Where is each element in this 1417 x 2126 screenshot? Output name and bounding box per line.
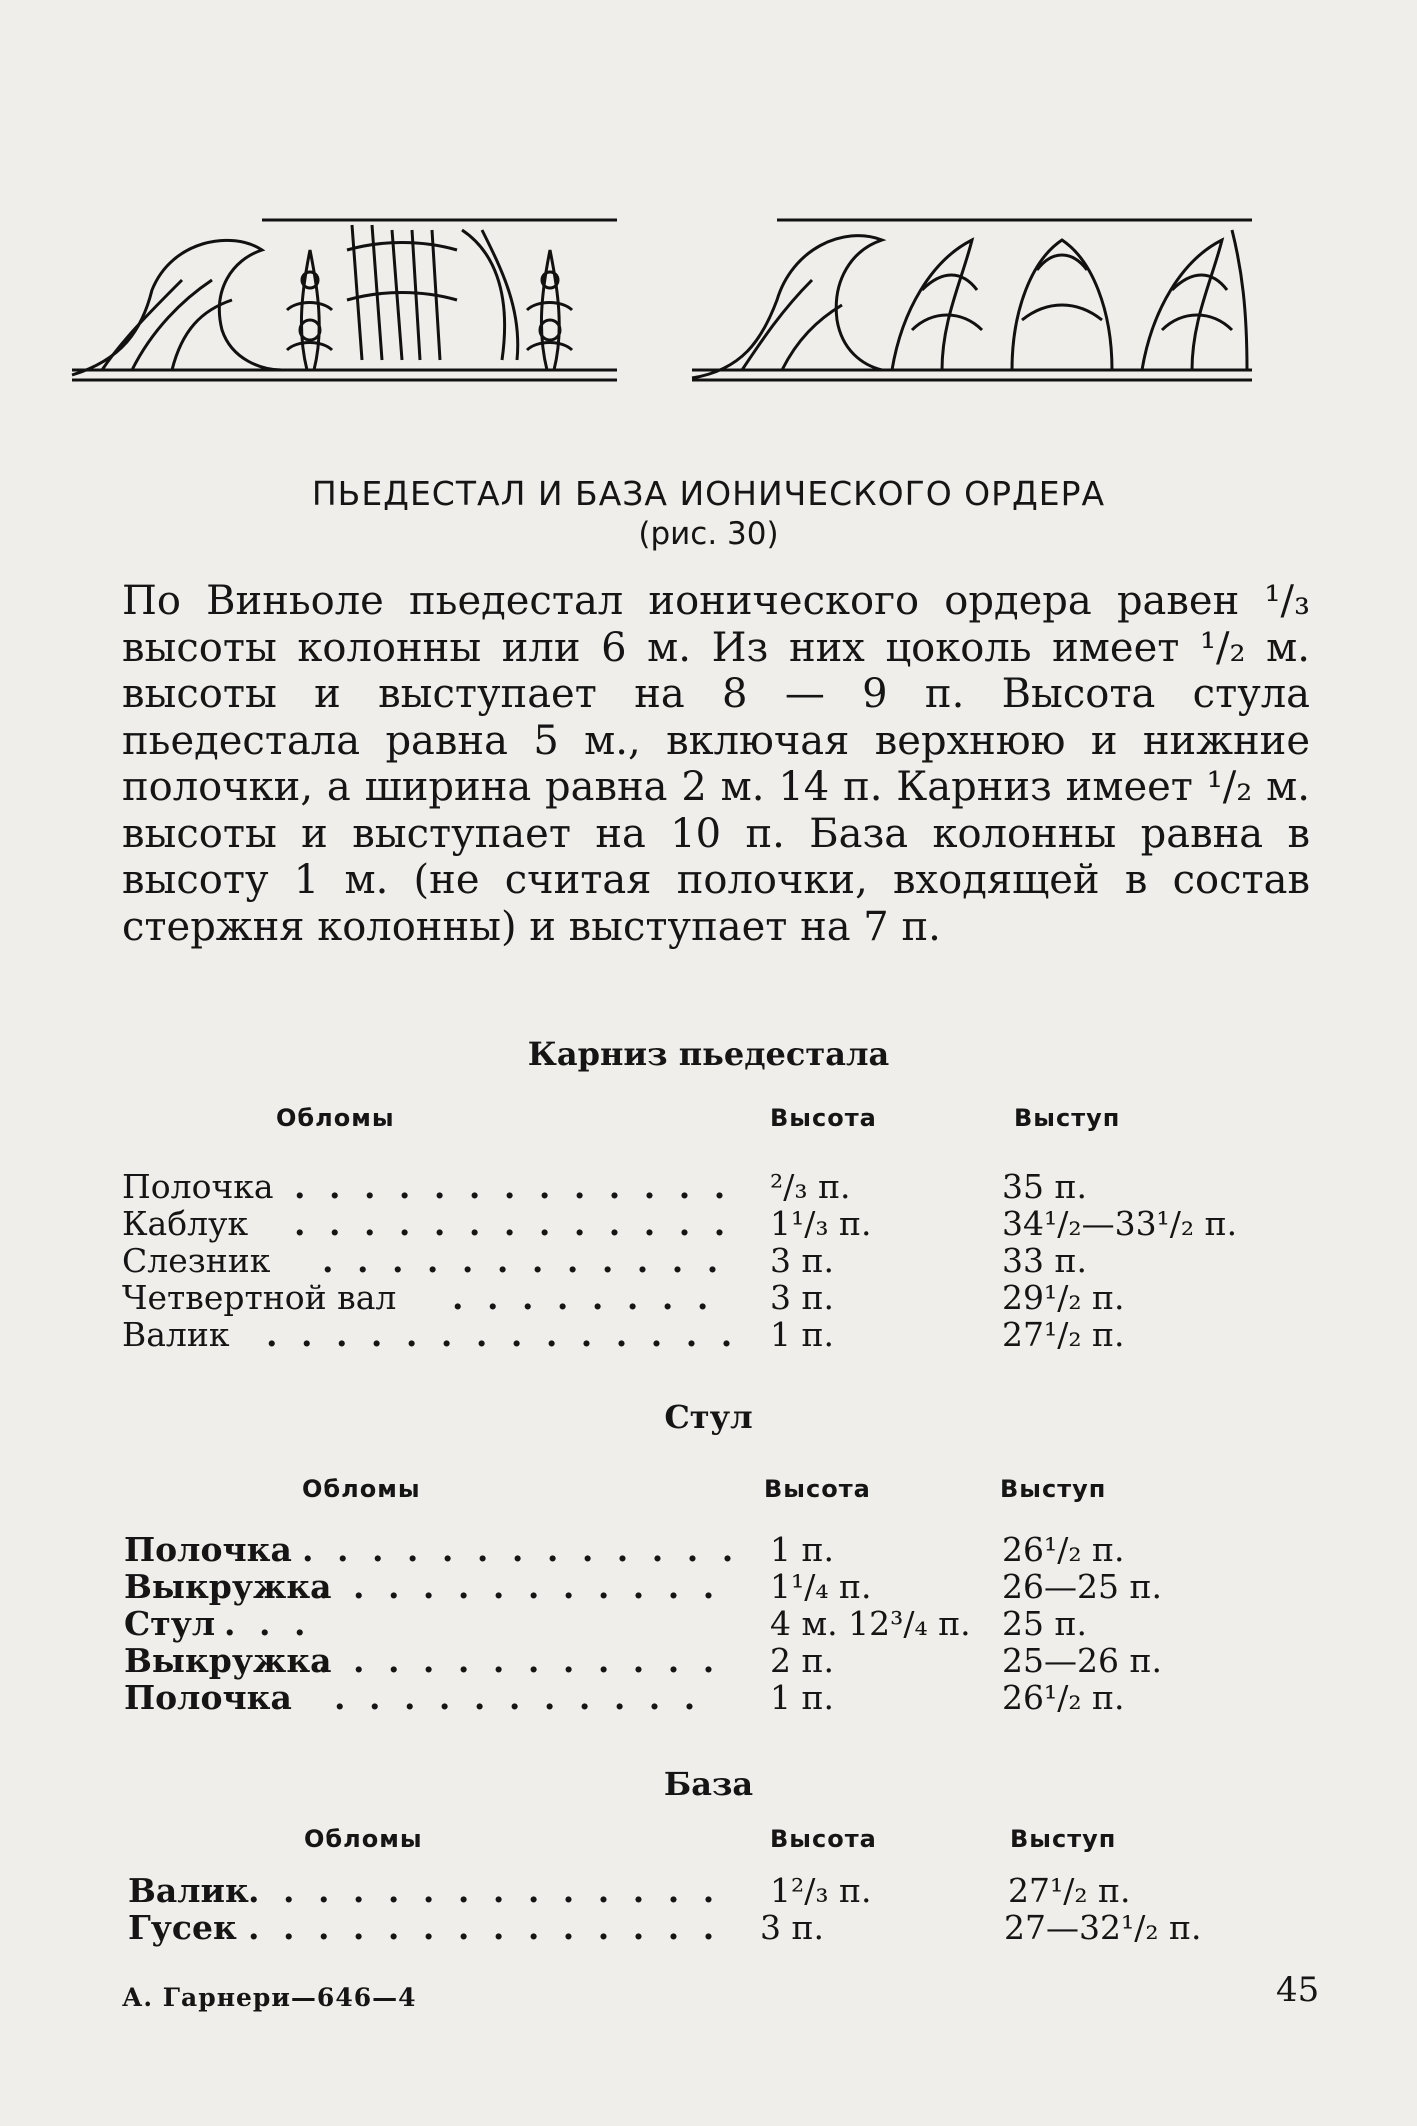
row-name: Каблук: [122, 1204, 249, 1243]
table-row: [122, 1242, 1272, 1280]
section-title: Карниз пьедестала: [527, 1035, 890, 1073]
row-height: 1 п.: [770, 1530, 834, 1569]
leader-dots: . . . . . . . . . . . . .: [294, 1204, 732, 1243]
row-height: 1¹/₄ п.: [770, 1567, 872, 1606]
leader-dots: . . . . . . . . . . . .: [318, 1641, 721, 1680]
leader-dots: . . . . . . . . . . . .: [322, 1241, 725, 1280]
column-header-name: Обломы: [304, 1825, 423, 1853]
row-projection: 34¹/₂—33¹/₂ п.: [1002, 1204, 1238, 1243]
row-height: ²/₃ п.: [770, 1167, 851, 1206]
row-projection: 26—25 п.: [1002, 1567, 1162, 1606]
row-name: Валик: [128, 1871, 249, 1910]
table-row: [122, 1205, 1272, 1243]
table-row: [122, 1168, 1272, 1206]
page-title: ПЬЕДЕСТАЛ И БАЗА ИОНИЧЕСКОГО ОРДЕРА: [311, 474, 1106, 513]
row-projection: 26¹/₂ п.: [1002, 1530, 1125, 1569]
figure-reference: (рис. 30): [638, 516, 779, 552]
row-name: Стул: [124, 1604, 216, 1643]
row-projection: 33 п.: [1002, 1241, 1087, 1280]
column-header-height: Высота: [764, 1475, 871, 1503]
table-row: [124, 1679, 1274, 1717]
row-name: Полочка: [122, 1167, 274, 1206]
column-header-name: Обломы: [276, 1104, 395, 1132]
column-header-height: Высота: [770, 1104, 877, 1132]
row-projection: 27—32¹/₂ п.: [1004, 1908, 1202, 1947]
section-title: Стул: [664, 1398, 753, 1436]
body-paragraph: По Виньоле пьедестал ионического ордера равен ¹/₃ высоты колонны или 6 м. Из них цоколь имеет ¹/₂ м. высоты и выступает на 8 — 9 п. Высота стула пьедестала равна 5 м., включая верхнюю и нижние полочки, а ширина равна 2 м. 14 п. Карниз имеет ¹/₂ м. высоты и выступает на 10 п. База колонны равна в высоту 1 м. (не считая полочки, входящей в состав стержня колонны) и выступает на 7 п.: [122, 578, 1310, 950]
acanthus-ornament-illustration: [62, 210, 1262, 395]
leader-dots: . . . . . . . . . . . .: [318, 1567, 721, 1606]
page-number: 45: [1276, 1970, 1320, 2010]
row-projection: 35 п.: [1002, 1167, 1087, 1206]
column-header-projection: Выступ: [1010, 1825, 1117, 1853]
row-projection: 29¹/₂ п.: [1002, 1278, 1125, 1317]
row-height: 3 п.: [760, 1908, 824, 1947]
table-row: [128, 1909, 1278, 1947]
row-projection: 25 п.: [1002, 1604, 1087, 1643]
column-header-projection: Выступ: [1014, 1104, 1121, 1132]
row-height: 1¹/₃ п.: [770, 1204, 872, 1243]
leader-dots: . . .: [224, 1604, 312, 1643]
section-title: База: [663, 1765, 754, 1803]
row-height: 1 п.: [770, 1315, 834, 1354]
row-name: Гусек: [128, 1908, 237, 1947]
row-name: Четвертной вал: [122, 1278, 397, 1317]
row-name: Полочка: [124, 1530, 292, 1569]
row-name: Полочка: [124, 1678, 292, 1717]
table-row: [124, 1531, 1274, 1569]
table-row: [124, 1642, 1274, 1680]
table-row: [124, 1605, 1274, 1643]
table-row: [124, 1568, 1274, 1606]
table-row: [122, 1316, 1272, 1354]
leader-dots: . . . . . . . . . . . . .: [302, 1530, 740, 1569]
row-height: 2 п.: [770, 1641, 834, 1680]
column-header-projection: Выступ: [1000, 1475, 1107, 1503]
row-name: Выкружка: [124, 1641, 332, 1680]
row-height: 3 п.: [770, 1241, 834, 1280]
footer-signature: А. Гарнери—646—4: [122, 1983, 417, 2012]
row-height: 3 п.: [770, 1278, 834, 1317]
row-height: 1²/₃ п.: [770, 1871, 872, 1910]
leader-dots: . . . . . . . . . . . . .: [294, 1167, 732, 1206]
column-header-height: Высота: [770, 1825, 877, 1853]
table-row: [122, 1279, 1272, 1317]
table-row: [128, 1872, 1278, 1910]
row-name: Выкружка: [124, 1567, 332, 1606]
column-header-name: Обломы: [302, 1475, 421, 1503]
row-name: Валик: [122, 1315, 230, 1354]
row-height: 1 п.: [770, 1678, 834, 1717]
leader-dots: . . . . . . . . . . . . . .: [266, 1315, 739, 1354]
row-projection: 25—26 п.: [1002, 1641, 1162, 1680]
leader-dots: . . . . . . . . . . . . . .: [248, 1908, 721, 1947]
leader-dots: . . . . . . . . . . .: [334, 1678, 702, 1717]
row-height: 4 м. 12³/₄ п.: [770, 1604, 971, 1643]
leader-dots: . . . . . . . .: [452, 1278, 715, 1317]
row-projection: 26¹/₂ п.: [1002, 1678, 1125, 1717]
leader-dots: . . . . . . . . . . . . . .: [248, 1871, 721, 1910]
row-name: Слезник: [122, 1241, 271, 1280]
row-projection: 27¹/₂ п.: [1002, 1315, 1125, 1354]
row-projection: 27¹/₂ п.: [1008, 1871, 1131, 1910]
ornament-friezes: [62, 210, 1262, 395]
